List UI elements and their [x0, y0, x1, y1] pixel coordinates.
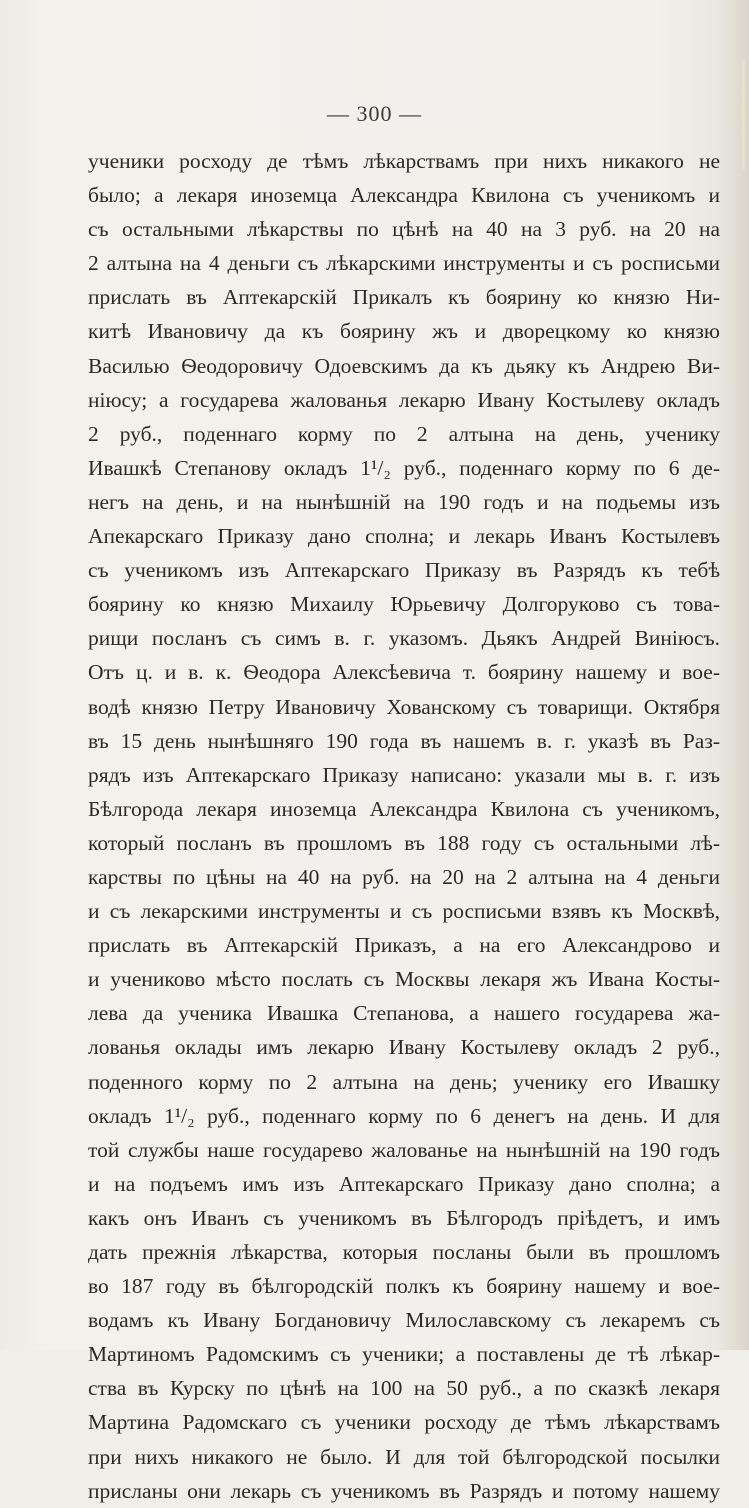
- text-line: ученики росходу де тѣмъ лѣкарствамъ при нихъ никакого не: [88, 149, 720, 173]
- text-line: Апекарскаго Приказу дано сполна; и лекарь Иванъ Костылевъ: [88, 524, 720, 549]
- text-line: Ивашкѣ Степанову окладъ 1¹/₂ руб., поденнаго корму по 6 де-: [88, 455, 720, 480]
- text-line: рищи посланъ съ симъ в. г. указомъ. Дьякъ Андрей Виніюсъ.: [88, 626, 720, 651]
- text-line: той службы наше государево жалованье на нынѣшній на 190 годъ: [88, 1137, 720, 1162]
- text-line: Отъ ц. и в. к. Ѳеодора Алексѣевича т. боярину нашему и вое-: [88, 660, 720, 685]
- text-line: прислать въ Аптекарскій Приказъ, а на его Александрово и: [88, 933, 720, 958]
- text-line: боярину ко князю Михаилу Юрьевичу Долгоруково съ това-: [88, 592, 720, 617]
- text-line: рядъ изъ Аптекарскаго Приказу написано: указали мы в. г. изъ: [88, 762, 720, 787]
- text-line: и на подъемъ имъ изъ Аптекарскаго Приказу дано сполна; а: [88, 1171, 720, 1196]
- text-line: водѣ князю Петру Ивановичу Хованскому съ товарищи. Октября: [88, 694, 720, 719]
- page-number: — 300 —: [327, 101, 422, 126]
- text-line: карствы по цѣны на 40 на руб. на 20 на 2 алтына на 4 деньги: [88, 864, 720, 889]
- text-line: съ остальными лѣкарствы по цѣнѣ на 40 на 3 руб. на 20 на: [88, 217, 720, 242]
- text-line: Бѣлгорода лекаря иноземца Александра Квилона съ ученикомъ,: [88, 796, 720, 821]
- text-line: въ 15 день нынѣшняго 190 года въ нашемъ в. г. указѣ въ Раз-: [88, 728, 720, 753]
- body-text: [88, 144, 720, 1508]
- text-line: Мартиномъ Радомскимъ съ ученики; а поставлены де тѣ лѣкар-: [88, 1342, 720, 1367]
- text-line: ніюсу; а государева жалованья лекарю Ивану Костылеву окладъ: [88, 387, 720, 412]
- text-line: при нихъ никакого не было. И для той бѣлгородской посылки: [88, 1444, 720, 1469]
- text-line: лованья оклады имъ лекарю Ивану Костылеву окладъ 2 руб.,: [88, 1035, 720, 1060]
- text-line: было; а лекаря иноземца Александра Квилона съ ученикомъ и: [88, 183, 720, 208]
- text-line: китѣ Ивановичу да къ боярину жъ и дворецкому ко князю: [88, 319, 720, 344]
- text-line: и съ лекарскими инструменты и съ росписьми взявъ къ Москвѣ,: [88, 899, 720, 924]
- text-line: прислать въ Аптекарскій Прикалъ къ боярину ко князю Ни-: [88, 285, 720, 310]
- text-line: съ ученикомъ изъ Аптекарскаго Приказу въ Разрядъ къ тебѣ: [88, 558, 720, 583]
- text-line: ства въ Курску по цѣнѣ на 100 на 50 руб., а по сказкѣ лекаря: [88, 1376, 720, 1401]
- text-line: 2 алтына на 4 деньги съ лѣкарскими инструменты и съ росписьми: [88, 251, 720, 276]
- text-line: во 187 году въ бѣлгородскій полкъ къ боярину нашему и вое-: [88, 1274, 720, 1299]
- text-line: 2 руб., поденнаго корму по 2 алтына на день, ученику: [88, 421, 720, 446]
- text-line: дать прежнія лѣкарства, которыя посланы были въ прошломъ: [88, 1240, 720, 1264]
- text-line: негъ на день, и на нынѣшній на 190 годъ и на подьемы изъ: [88, 489, 720, 514]
- text-line: поденного корму по 2 алтына на день; ученику его Ивашку: [88, 1069, 720, 1094]
- text-line: лева да ученика Ивашка Степанова, а нашего государева жа-: [88, 1001, 720, 1026]
- text-line: Мартина Радомскаго съ ученики росходу де тѣмъ лѣкарствамъ: [88, 1410, 720, 1435]
- text-line: какъ онъ Иванъ съ ученикомъ въ Бѣлгородъ пріѣдетъ, и имъ: [88, 1205, 720, 1230]
- text-line: водамъ къ Ивану Богдановичу Милославскому съ лекаремъ съ: [88, 1308, 720, 1333]
- text-line: который посланъ въ прошломъ въ 188 году съ остальными лѣ-: [88, 830, 720, 855]
- text-line: и учениково мѣсто послать съ Москвы лекаря жъ Ивана Косты-: [88, 967, 720, 992]
- text-line: присланы они лекарь съ ученикомъ въ Разрядъ и потому нашему: [88, 1478, 720, 1503]
- text-line: окладъ 1¹/₂ руб., поденнаго корму по 6 денегъ на день. И для: [88, 1103, 720, 1128]
- text-line: Василью Ѳеодоровичу Одоевскимъ да къ дьяку къ Андрею Ви-: [88, 353, 720, 378]
